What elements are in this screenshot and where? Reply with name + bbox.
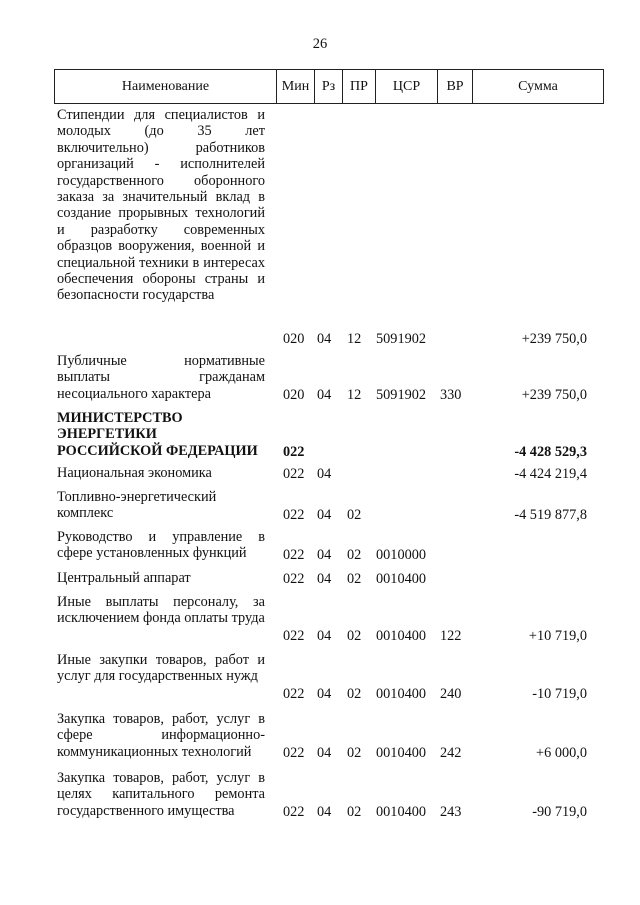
header-name: Наименование [121,79,210,94]
row-rz: 04 [317,465,332,482]
row-csr: 0010400 [376,570,427,587]
row-pr: 02 [347,803,362,820]
row-pr: 02 [347,744,362,761]
row-rz: 04 [317,803,332,820]
row-name: Публичные нормативные выплаты гражданам несоциального характера [57,353,265,402]
row-rz: 04 [317,685,332,702]
row-sum: +239 750,0 [521,330,587,347]
row-csr: 0010400 [376,744,427,761]
row-name: Национальная экономика [57,465,212,481]
row-vr: 240 [440,685,462,702]
row-csr: 0010400 [376,627,427,644]
row-pr: 02 [347,570,362,587]
row-min: 022 [283,570,305,587]
row-name: Закупка товаров, работ, услуг в сфере информационно-коммуникационных технологий [57,711,265,760]
row-name: Стипендии для специалистов и молодых (до 35 лет включительно) работников организаций - исполнителей государственного оборонного заказа за значительный вклад в создание прорывных технологий и разработку современных образцов вооружения, военной и специальной техники в интересах обеспечения обороны страны и безопасности государства [57,107,265,304]
row-rz: 04 [317,386,332,403]
row-pr: 12 [347,386,362,403]
header-rz: Рз [314,70,342,103]
table-row [0,770,640,820]
header-sum: Сумма [472,70,603,103]
row-name: Центральный аппарат [57,570,191,586]
row-min: 022 [283,546,305,563]
row-name: Топливно-энергетический комплекс [57,489,217,522]
row-rz: 04 [317,744,332,761]
row-rz: 04 [317,330,332,347]
row-csr: 0010400 [376,803,427,820]
table-row [0,353,640,403]
row-vr: 243 [440,803,462,820]
row-rz: 04 [317,627,332,644]
row-pr: 02 [347,685,362,702]
row-pr: 02 [347,546,362,563]
table-row [0,652,640,702]
row-rz: 04 [317,546,332,563]
header-min: Мин [276,70,314,103]
row-name: Иные выплаты персоналу, за исключением фонда оплаты труда [57,594,265,627]
row-sum: -10 719,0 [532,685,587,702]
row-csr: 5091902 [376,386,427,403]
row-name: МИНИСТЕРСТВО ЭНЕРГЕТИКИ РОССИЙСКОЙ ФЕДЕРАЦИИ [57,410,258,459]
header-csr: ЦСР [375,70,437,103]
row-min: 022 [283,803,305,820]
row-sum: +239 750,0 [521,386,587,403]
row-name: Закупка товаров, работ, услуг в целях капитального ремонта государственного имущества [57,770,265,819]
table-row [0,711,640,761]
row-min: 022 [283,744,305,761]
row-rz: 04 [317,506,332,523]
row-csr: 0010000 [376,546,427,563]
table-row [0,107,640,347]
table-row [0,529,640,563]
row-pr: 12 [347,330,362,347]
row-csr: 0010400 [376,685,427,702]
row-sum: -90 719,0 [532,803,587,820]
row-min: 022 [283,685,305,702]
table-row [0,594,640,644]
row-sum: +10 719,0 [528,627,587,644]
row-pr: 02 [347,506,362,523]
row-min: 020 [283,386,305,403]
row-name: Руководство и управление в сфере установленных функций [57,529,265,562]
row-vr: 330 [440,386,462,403]
table-row [0,465,640,482]
page-number: 26 [312,36,328,52]
row-csr: 5091902 [376,330,427,347]
row-sum: -4 428 529,3 [514,443,587,460]
row-vr: 242 [440,744,462,761]
row-min: 022 [283,465,305,482]
table-row [0,489,640,523]
row-min: 022 [283,443,305,460]
row-min: 022 [283,506,305,523]
row-rz: 04 [317,570,332,587]
row-vr: 122 [440,627,462,644]
row-name: Иные закупки товаров, работ и услуг для государственных нужд [57,652,265,685]
row-min: 020 [283,330,305,347]
row-sum: -4 519 877,8 [514,506,587,523]
row-sum: -4 424 219,4 [514,465,587,482]
table-row [0,410,640,460]
row-min: 022 [283,627,305,644]
header-vr: ВР [437,70,472,103]
header-pr: ПР [342,70,375,103]
table-header [54,69,604,104]
row-pr: 02 [347,627,362,644]
row-sum: +6 000,0 [536,744,587,761]
table-row [0,570,640,587]
